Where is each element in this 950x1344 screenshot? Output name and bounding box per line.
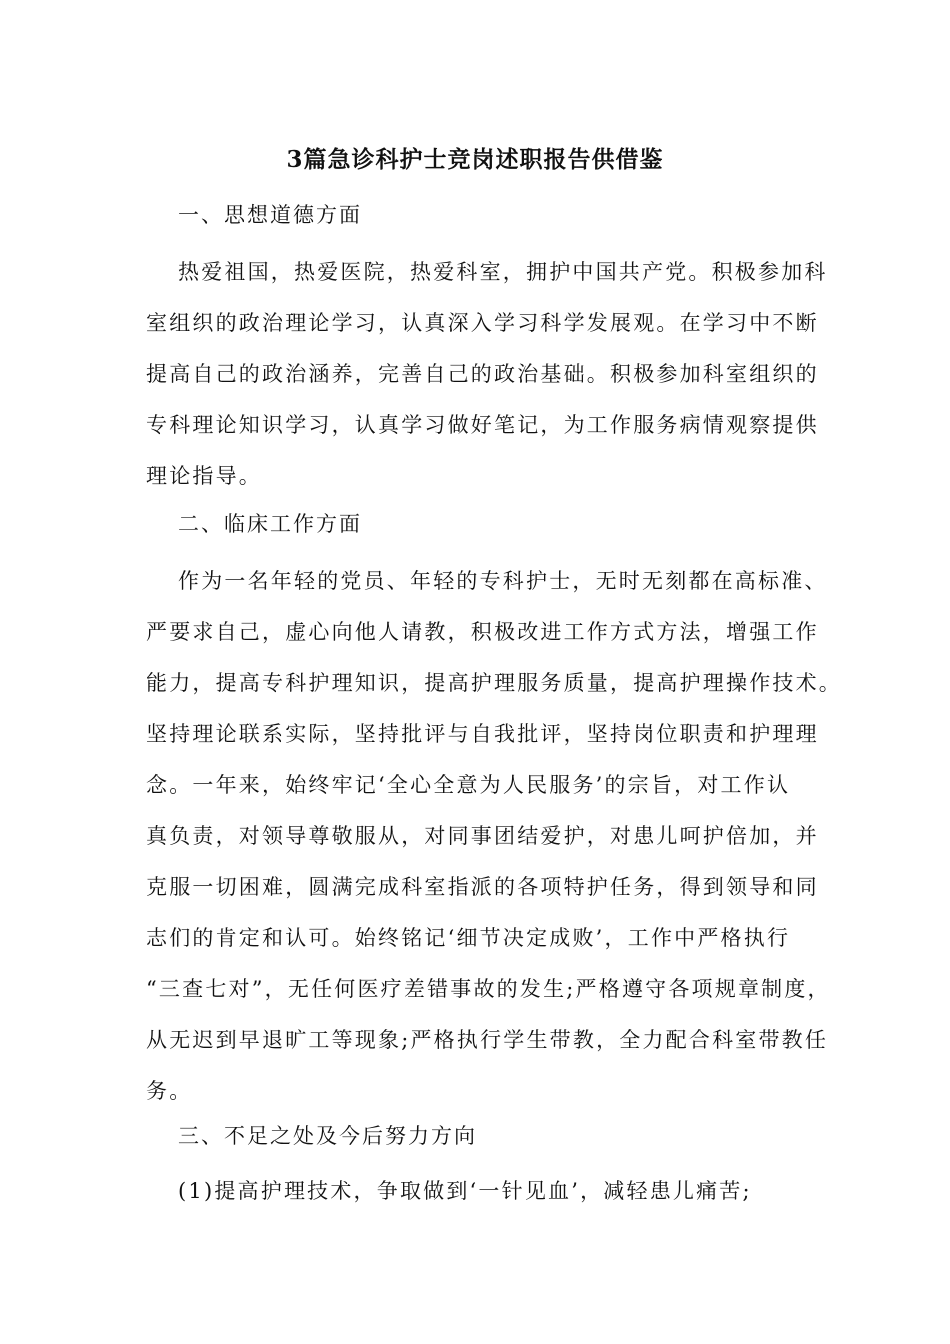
paragraph-line: 理论指导。 xyxy=(146,464,262,488)
paragraph-line: 真负责，对领导尊敬服从，对同事团结爱护，对患儿呵护倍加，并 xyxy=(146,824,819,848)
paragraph-line: 从无迟到早退旷工等现象;严格执行学生带教，全力配合科室带教任 xyxy=(146,1028,829,1052)
section-paragraph-1 xyxy=(146,247,828,502)
section-heading-3: 三、不足之处及今后努力方向 xyxy=(178,1124,477,1148)
paragraph-line: 室组织的政治理论学习，认真深入学习科学发展观。在学习中不断 xyxy=(146,311,819,335)
paragraph-line: 专科理论知识学习，认真学习做好笔记，为工作服务病情观察提供 xyxy=(146,413,819,437)
paragraph-line: 务。 xyxy=(146,1079,193,1103)
paragraph-line: 坚持理论联系实际，坚持批评与自我批评，坚持岗位职责和护理理 xyxy=(146,722,819,746)
paragraph-line: 提高自己的政治涵养，完善自己的政治基础。积极参加科室组织的 xyxy=(146,362,819,386)
section-heading-1: 一、思想道德方面 xyxy=(178,203,362,227)
section-paragraph-2 xyxy=(146,556,842,1117)
paragraph-line: 热爱祖国，热爱医院，热爱科室，拥护中国共产党。积极参加科 xyxy=(178,260,828,284)
document-title: 3篇急诊科护士竞岗述职报告供借鉴 xyxy=(286,146,664,173)
paragraph-line: 严要求自己，虚心向他人请教，积极改进工作方式方法，增强工作 xyxy=(146,620,819,644)
paragraph-line: 能力，提高专科护理知识，提高护理服务质量，提高护理操作技术。 xyxy=(146,671,842,695)
paragraph-line: (1)提高护理技术，争取做到‘一针见血’，减轻患儿痛苦; xyxy=(178,1179,752,1203)
section-heading-2: 二、临床工作方面 xyxy=(178,512,362,536)
section-paragraph-3 xyxy=(146,1166,818,1217)
paragraph-line: 志们的肯定和认可。始终铭记‘细节决定成败’，工作中严格执行 xyxy=(146,926,791,950)
paragraph-line: “三查七对”，无任何医疗差错事故的发生;严格遵守各项规章制度， xyxy=(146,977,831,1001)
paragraph-line: 念。一年来，始终牢记‘全心全意为人民服务’的宗旨，对工作认 xyxy=(146,773,791,797)
paragraph-line: 作为一名年轻的党员、年轻的专科护士，无时无刻都在高标准、 xyxy=(178,569,828,593)
paragraph-line: 克服一切困难，圆满完成科室指派的各项特护任务，得到领导和同 xyxy=(146,875,819,899)
